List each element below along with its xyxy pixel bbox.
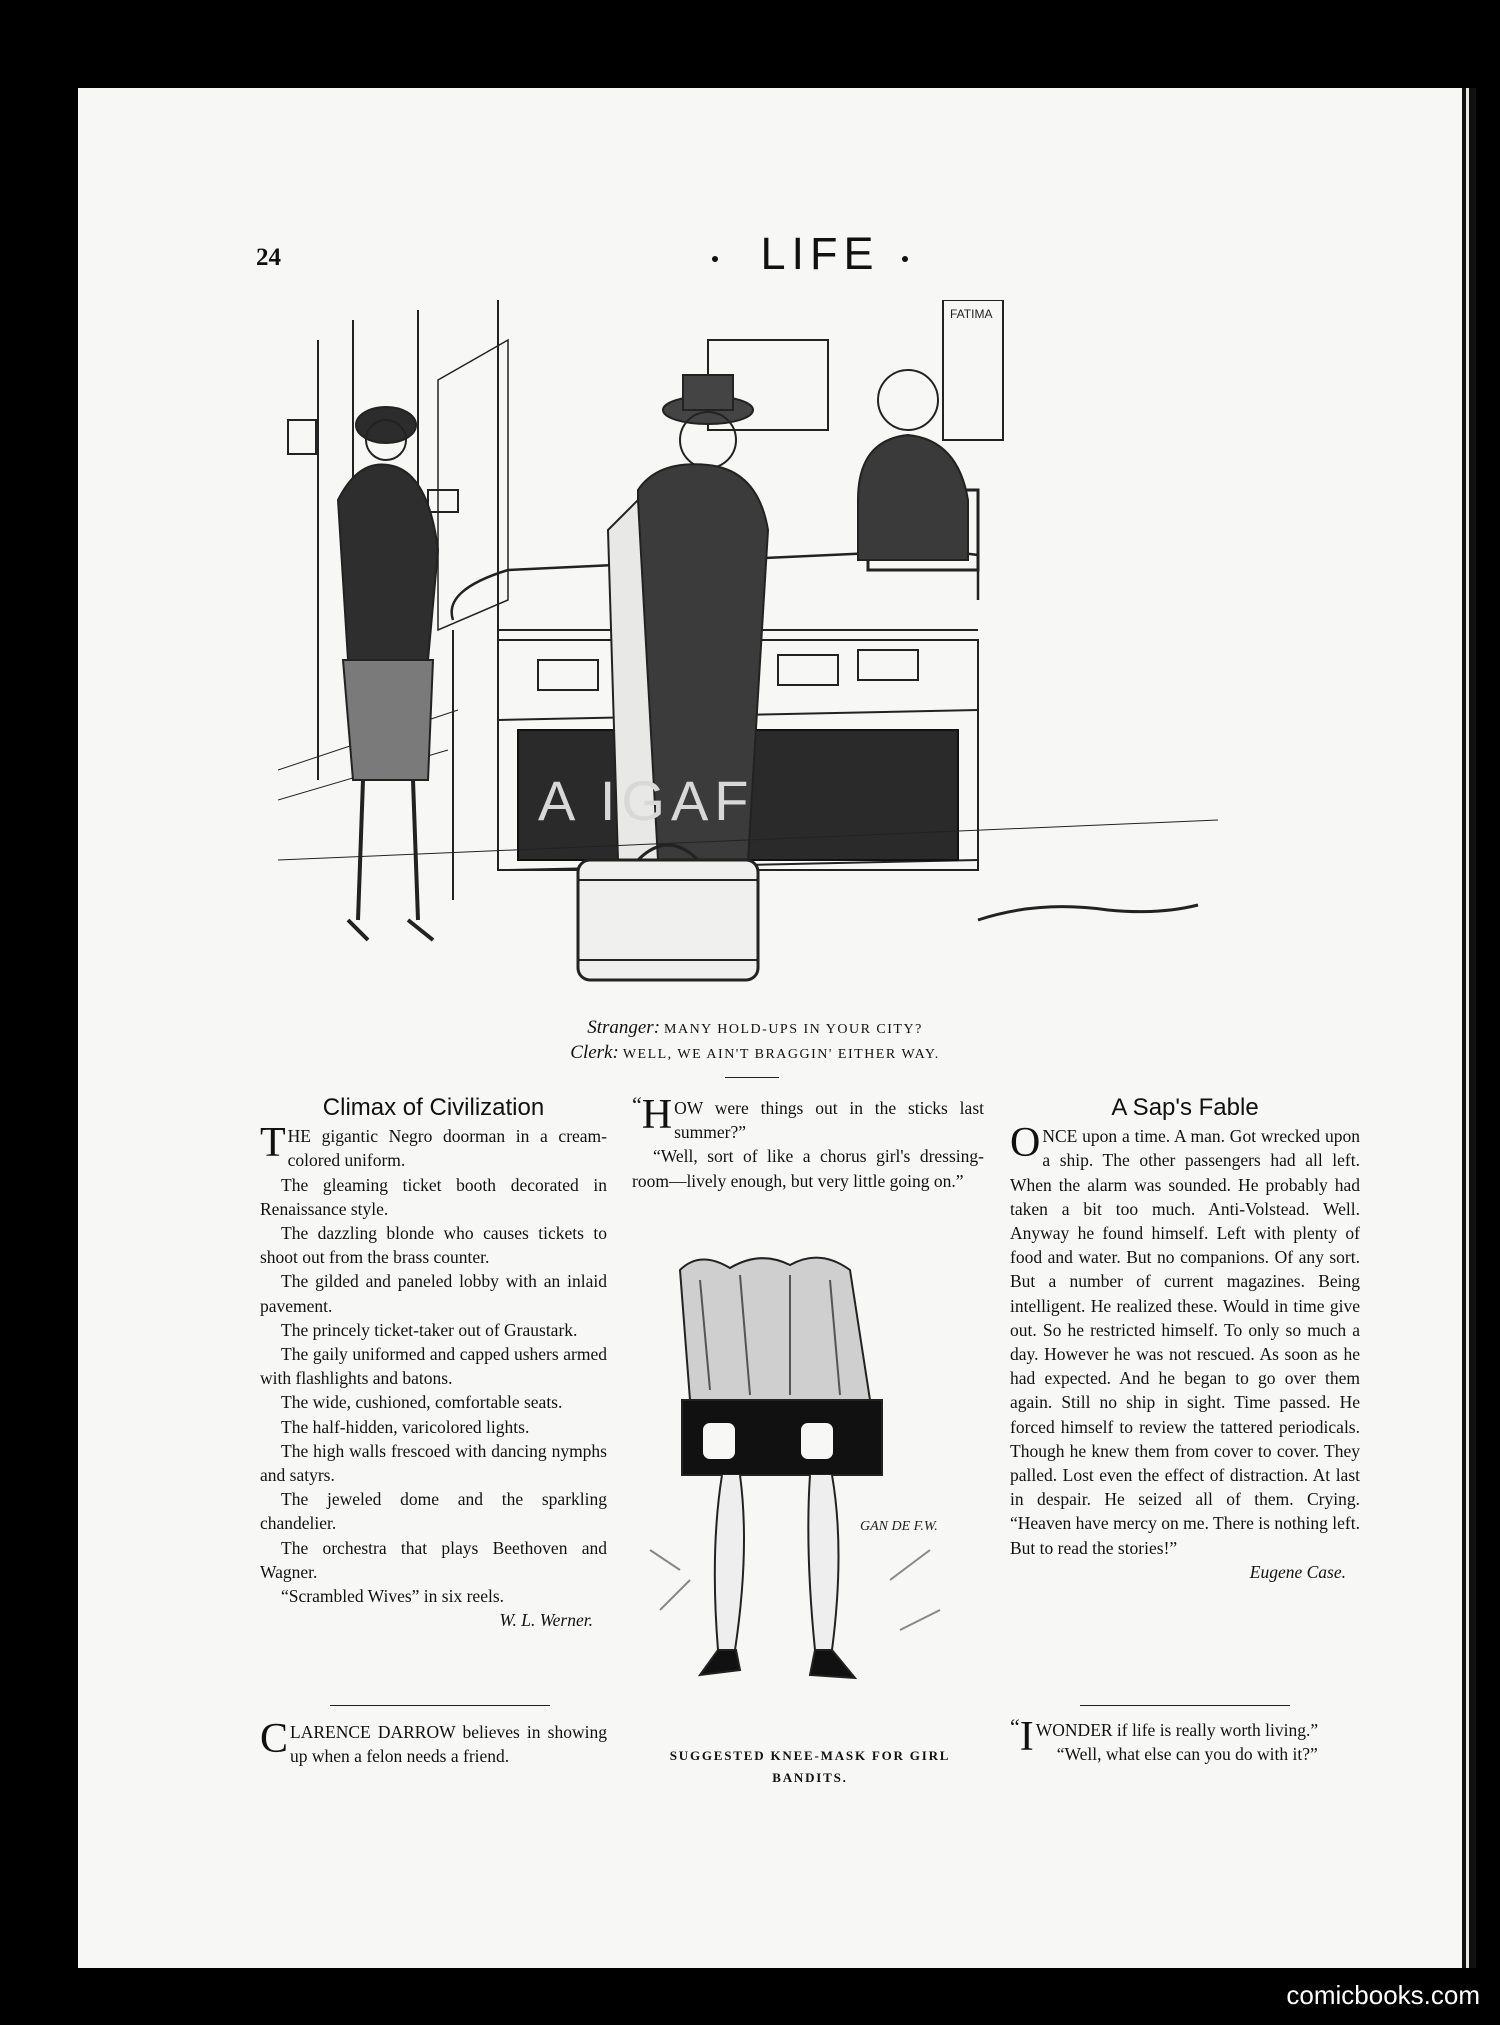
- article-paragraph: The high walls frescoed with dancing nymphs and satyrs.: [260, 1440, 607, 1486]
- dropcap: T: [260, 1120, 286, 1167]
- cartoon-caption: [450, 1016, 1060, 1066]
- joke-answer: “Well, what else can you do with it?”: [1056, 1744, 1318, 1765]
- joke-question: “ H OW were things out in the sticks last summer?”: [632, 1092, 984, 1143]
- article-climax-of-civilization: [260, 1096, 607, 1632]
- article-saps-fable: [1010, 1096, 1360, 1584]
- knee-mask-caption: SUGGESTED KNEE-MASK FOR GIRL BANDITS.: [669, 1748, 951, 1785]
- article-paragraph: “Scrambled Wives” in six reels.: [281, 1586, 505, 1607]
- masthead-dot-right: [902, 256, 908, 262]
- joke-answer: “Well, sort of like a chorus girl's dressing-room—lively enough, but very little going on.”: [632, 1146, 984, 1191]
- knee-mask-illustration: [640, 1250, 980, 1720]
- counter-lettering: A IGAF: [538, 769, 755, 832]
- caption-line-clerk: Clerk: WELL, WE AIN'T BRAGGIN' EITHER WAY.: [570, 1042, 940, 1063]
- author-signature: Eugene Case.: [1249, 1561, 1346, 1582]
- artist-signature: GAN DE F.W.: [860, 1519, 938, 1534]
- page-number: 24: [256, 244, 281, 271]
- dropcap: H: [641, 1092, 673, 1138]
- article-paragraph: THE gigantic Negro doorman in a cream-colored uniform.: [260, 1120, 607, 1171]
- sticks-joke: [632, 1092, 984, 1193]
- dropcap: O: [1010, 1120, 1041, 1167]
- article-paragraph: The princely ticket-taker out of Graustark.: [281, 1319, 578, 1340]
- article-paragraph: The half-hidden, varicolored lights.: [281, 1416, 530, 1437]
- site-watermark: comicbooks.com: [1286, 1980, 1480, 2010]
- dropcap: C: [260, 1716, 289, 1762]
- article-paragraph: ONCE upon a time. A man. Got wrecked upon a ship. The other passengers had all left. When the alarm was sounded. He probably had taken a bit too much. Anti-Volstead. Well. Anyway he found himself. Left with plenty of food and water. But no companions. Of any sort. But a number of current magazines. Being intelligent. He realized these. Would in time give out. So he restricted himself. To only so much a day. However he was not rescued. As soon as he had expected. And he began to go over them again. Still no ship in sight. Time passed. He forced himself to review the tattered periodicals. Though he knew them from cover to cover. They palled. Lost even the effect of distraction. At last in despair. He seized all of them. Crying. “Heaven have mercy on me. There is nothing left. But to read the stories!”: [1010, 1120, 1360, 1558]
- column-divider-rule: [1080, 1705, 1290, 1706]
- article-paragraph: The gilded and paneled lobby with an inlaid pavement.: [260, 1271, 607, 1316]
- life-worth-living-joke: [1010, 1714, 1360, 1766]
- masthead-title: LIFE: [760, 228, 880, 279]
- fatima-sign: FATIMA: [950, 307, 993, 321]
- article-paragraph: The orchestra that plays Beethoven and Wagner.: [260, 1537, 607, 1582]
- article-heading: A Sap's Fable: [1111, 1094, 1259, 1121]
- article-paragraph: The dazzling blonde who causes tickets to shoot out from the brass counter.: [260, 1223, 607, 1268]
- caption-line-stranger: Stranger: MANY HOLD-UPS IN YOUR CITY?: [587, 1017, 923, 1038]
- author-signature: W. L. Werner.: [499, 1610, 593, 1631]
- column-divider-rule: [330, 1705, 550, 1706]
- article-paragraph: The jeweled dome and the sparkling chandelier.: [260, 1489, 607, 1534]
- adjacent-page-edge: [1462, 88, 1476, 1968]
- article-heading: Climax of Civilization: [322, 1094, 545, 1121]
- joke-question: “ I WONDER if life is really worth living.”: [1010, 1714, 1319, 1760]
- darrow-quip: CLARENCE DARROW believes in showing up when a felon needs a friend.: [260, 1716, 607, 1767]
- dropcap: I: [1019, 1714, 1034, 1760]
- caption-divider: [725, 1077, 779, 1078]
- article-paragraph: The gleaming ticket booth decorated in Renaissance style.: [260, 1174, 607, 1219]
- cartoon-illustration: [278, 300, 1218, 1000]
- article-paragraph: The gaily uniformed and capped ushers armed with flashlights and batons.: [260, 1344, 607, 1389]
- article-paragraph: The wide, cushioned, comfortable seats.: [281, 1392, 563, 1413]
